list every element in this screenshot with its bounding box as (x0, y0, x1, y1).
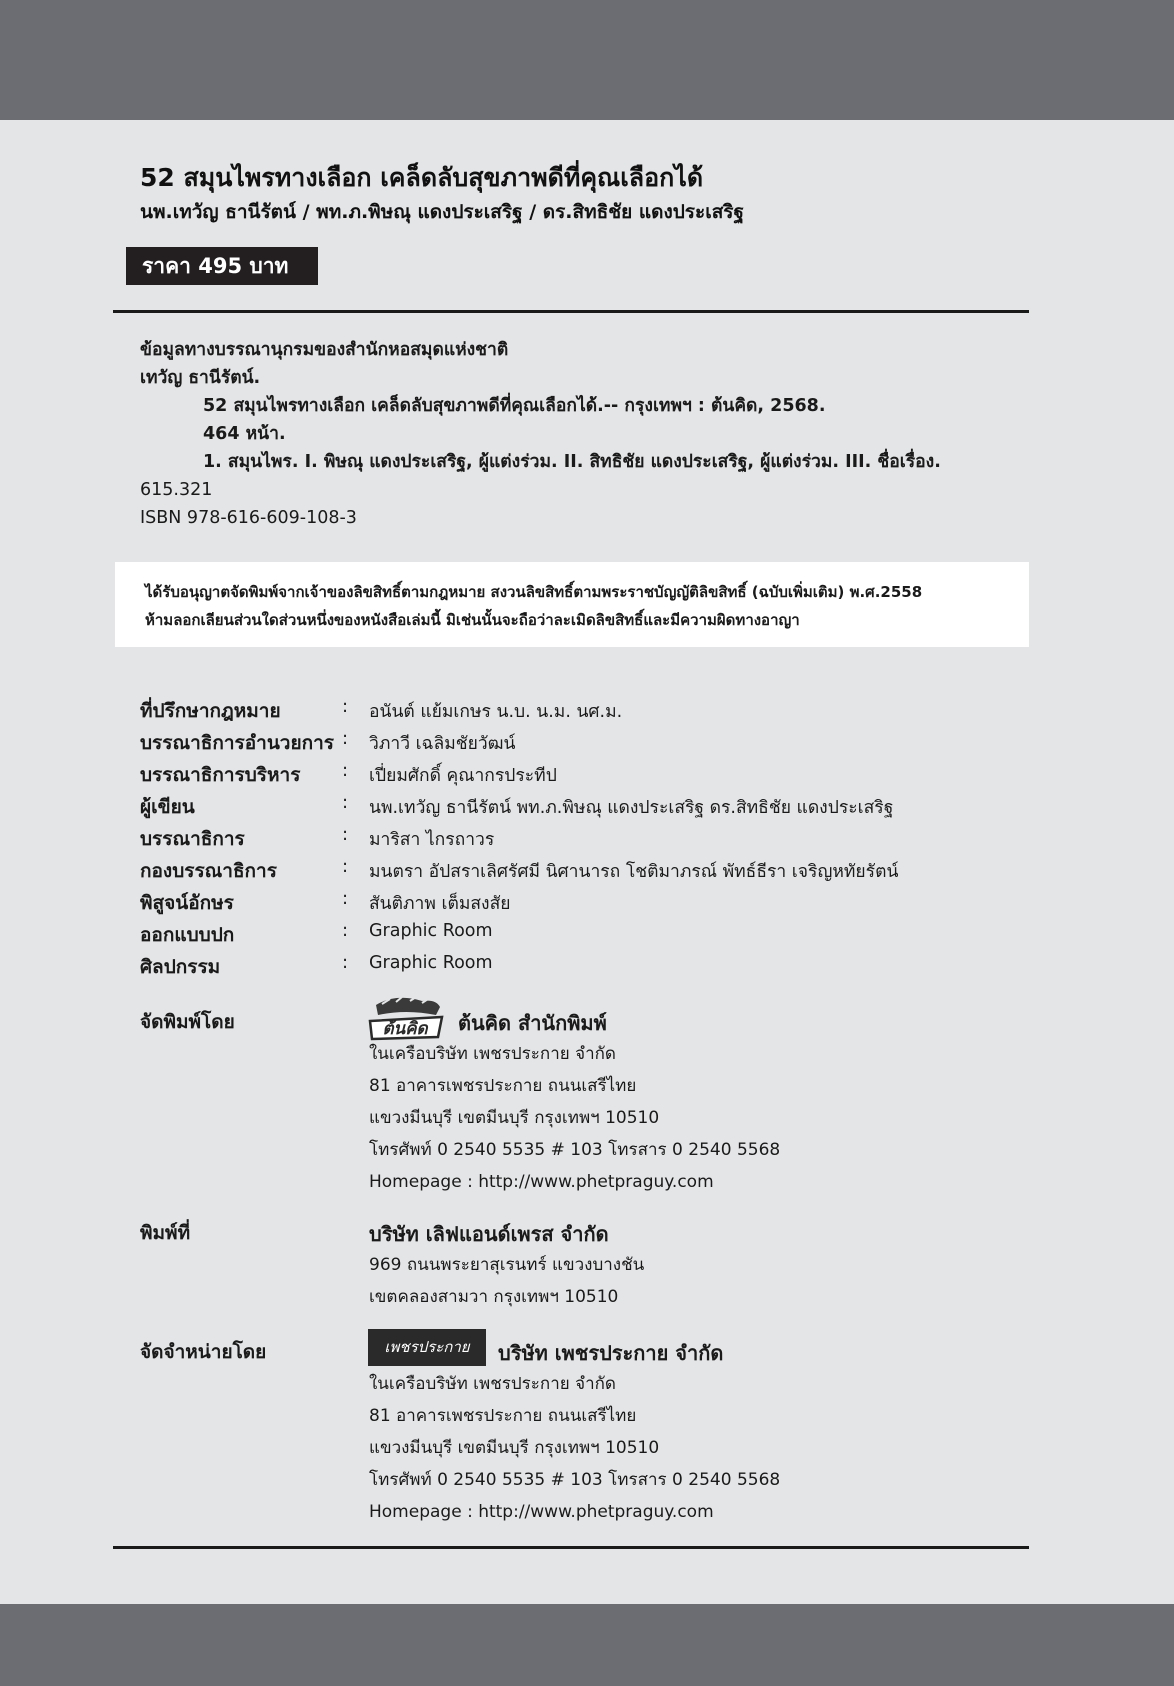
copyright-line-1: ได้รับอนุญาตจัดพิมพ์จากเจ้าของลิขสิทธิ์ตามกฎหมาย สงวนลิขสิทธิ์ตามพระราชบัญญัติลิขสิทธิ์ (ฉบับเพิ่มเติม) พ.ศ.2558 (145, 583, 923, 601)
credit-label: บรรณาธิการ (140, 828, 245, 850)
credit-value: วิภาวี เฉลิมชัยวัฒน์ (369, 734, 516, 754)
credit-colon: : (342, 728, 349, 749)
credit-colon: : (342, 952, 349, 973)
credit-value: อนันต์ แย้มเกษร น.บ. น.ม. นศ.ม. (369, 702, 623, 722)
address-line: ในเครือบริษัท เพชรประกาย จำกัด (369, 1374, 616, 1394)
credit-label: บรรณาธิการบริหาร (140, 764, 301, 786)
credit-value: Graphic Room (369, 953, 493, 973)
address-line: ในเครือบริษัท เพชรประกาย จำกัด (369, 1044, 616, 1064)
printer-name: บริษัท เลิฟแอนด์เพรส จำกัด (369, 1222, 609, 1246)
cip-author: เทวัญ ธานีรัตน์. (140, 368, 261, 388)
credit-label: ออกแบบปก (140, 924, 235, 946)
divider-top (113, 310, 1029, 313)
copyright-notice (115, 562, 1029, 647)
address-line: โทรศัพท์ 0 2540 5535 # 103 โทรสาร 0 2540 5568 (369, 1470, 781, 1490)
tonkid-logo (366, 995, 446, 1041)
credit-value: นพ.เทวัญ ธานีรัตน์ พท.ภ.พิษณุ แดงประเสริฐ ดร.สิทธิชัย แดงประเสริฐ (369, 798, 894, 818)
credit-label: พิสูจน์อักษร (140, 892, 234, 914)
address-line: 969 ถนนพระยาสุเรนทร์ แขวงบางชัน (369, 1255, 645, 1275)
distributor-name: บริษัท เพชรประกาย จำกัด (498, 1341, 724, 1365)
cip-pages: 464 หน้า. (203, 424, 286, 444)
credit-value: มาริสา ไกรถาวร (369, 830, 495, 850)
credit-label: ศิลปกรรม (140, 956, 221, 978)
address-line: แขวงมีนบุรี เขตมีนบุรี กรุงเทพฯ 10510 (369, 1438, 660, 1458)
publisher-name: ต้นคิด สำนักพิมพ์ (458, 1011, 607, 1035)
book-title: 52 สมุนไพรทางเลือก เคล็ดลับสุขภาพดีที่คุณเลือกได้ (140, 163, 704, 192)
publisher-label: จัดพิมพ์โดย (140, 1011, 235, 1033)
tonkid-logo-text: ต้นคิด (382, 1019, 428, 1039)
publisher-address (369, 1038, 780, 1198)
price-badge: ราคา 495 บาท (126, 247, 318, 285)
credit-label: บรรณาธิการอำนวยการ (140, 732, 334, 754)
credit-label: ผู้เขียน (140, 796, 195, 818)
printer-label: พิมพ์ที่ (140, 1222, 191, 1244)
credit-colon: : (342, 824, 349, 845)
copyright-line-2: ห้ามลอกเลียนส่วนใดส่วนหนึ่งของหนังสือเล่มนี้ มิเช่นนั้นจะถือว่าละเมิดลิขสิทธิ์และมีความผิดทางอาญา (145, 611, 800, 629)
distributor-address (369, 1368, 780, 1528)
address-line: เขตคลองสามวา กรุงเทพฯ 10510 (369, 1287, 619, 1307)
credit-value: เปี่ยมศักดิ์ คุณากรประทีป (369, 766, 557, 786)
address-line: 81 อาคารเพชรประกาย ถนนเสรีไทย (369, 1076, 637, 1096)
cip-classification: 615.321 (140, 480, 213, 500)
address-line: 81 อาคารเพชรประกาย ถนนเสรีไทย (369, 1406, 637, 1426)
address-line: แขวงมีนบุรี เขตมีนบุรี กรุงเทพฯ 10510 (369, 1108, 660, 1128)
bottom-band (0, 1604, 1174, 1686)
homepage-url: Homepage : http://www.phetpraguy.com (369, 1172, 714, 1192)
cip-subjects: 1. สมุนไพร. I. พิษณุ แดงประเสริฐ, ผู้แต่งร่วม. II. สิทธิชัย แดงประเสริฐ, ผู้แต่งร่วม. III. ชื่อเรื่อง. (203, 452, 941, 472)
credit-label: ที่ปรึกษากฎหมาย (140, 700, 281, 722)
distributor-label: จัดจำหน่ายโดย (140, 1341, 267, 1363)
cip-isbn: ISBN 978-616-609-108-3 (140, 508, 357, 528)
credit-colon: : (342, 920, 349, 941)
phetpraguy-logo: เพชรประกาย (368, 1329, 486, 1366)
cip-block (140, 336, 1020, 532)
credit-value: สันติภาพ เต็มสงสัย (369, 894, 511, 914)
credit-colon: : (342, 888, 349, 909)
credit-colon: : (342, 760, 349, 781)
cip-heading: ข้อมูลทางบรรณานุกรมของสำนักหอสมุดแห่งชาติ (140, 340, 509, 360)
credit-colon: : (342, 696, 349, 717)
top-band (0, 0, 1174, 120)
credit-colon: : (342, 856, 349, 877)
credit-colon: : (342, 792, 349, 813)
credit-value: มนตรา อัปสราเลิศรัศมี นิศานารถ โชติมาภรณ์ พัทธ์ธีรา เจริญหทัยรัตน์ (369, 862, 899, 882)
credit-value: Graphic Room (369, 921, 493, 941)
book-authors: นพ.เทวัญ ธานีรัตน์ / พท.ภ.พิษณุ แดงประเสริฐ / ดร.สิทธิชัย แดงประเสริฐ (140, 201, 744, 223)
homepage-url: Homepage : http://www.phetpraguy.com (369, 1502, 714, 1522)
credit-label: กองบรรณาธิการ (140, 860, 277, 882)
address-line: โทรศัพท์ 0 2540 5535 # 103 โทรสาร 0 2540 5568 (369, 1140, 781, 1160)
printer-address (369, 1249, 644, 1313)
divider-bottom (113, 1546, 1029, 1549)
cip-title: 52 สมุนไพรทางเลือก เคล็ดลับสุขภาพดีที่คุณเลือกได้.-- กรุงเทพฯ : ต้นคิด, 2568. (203, 396, 826, 416)
